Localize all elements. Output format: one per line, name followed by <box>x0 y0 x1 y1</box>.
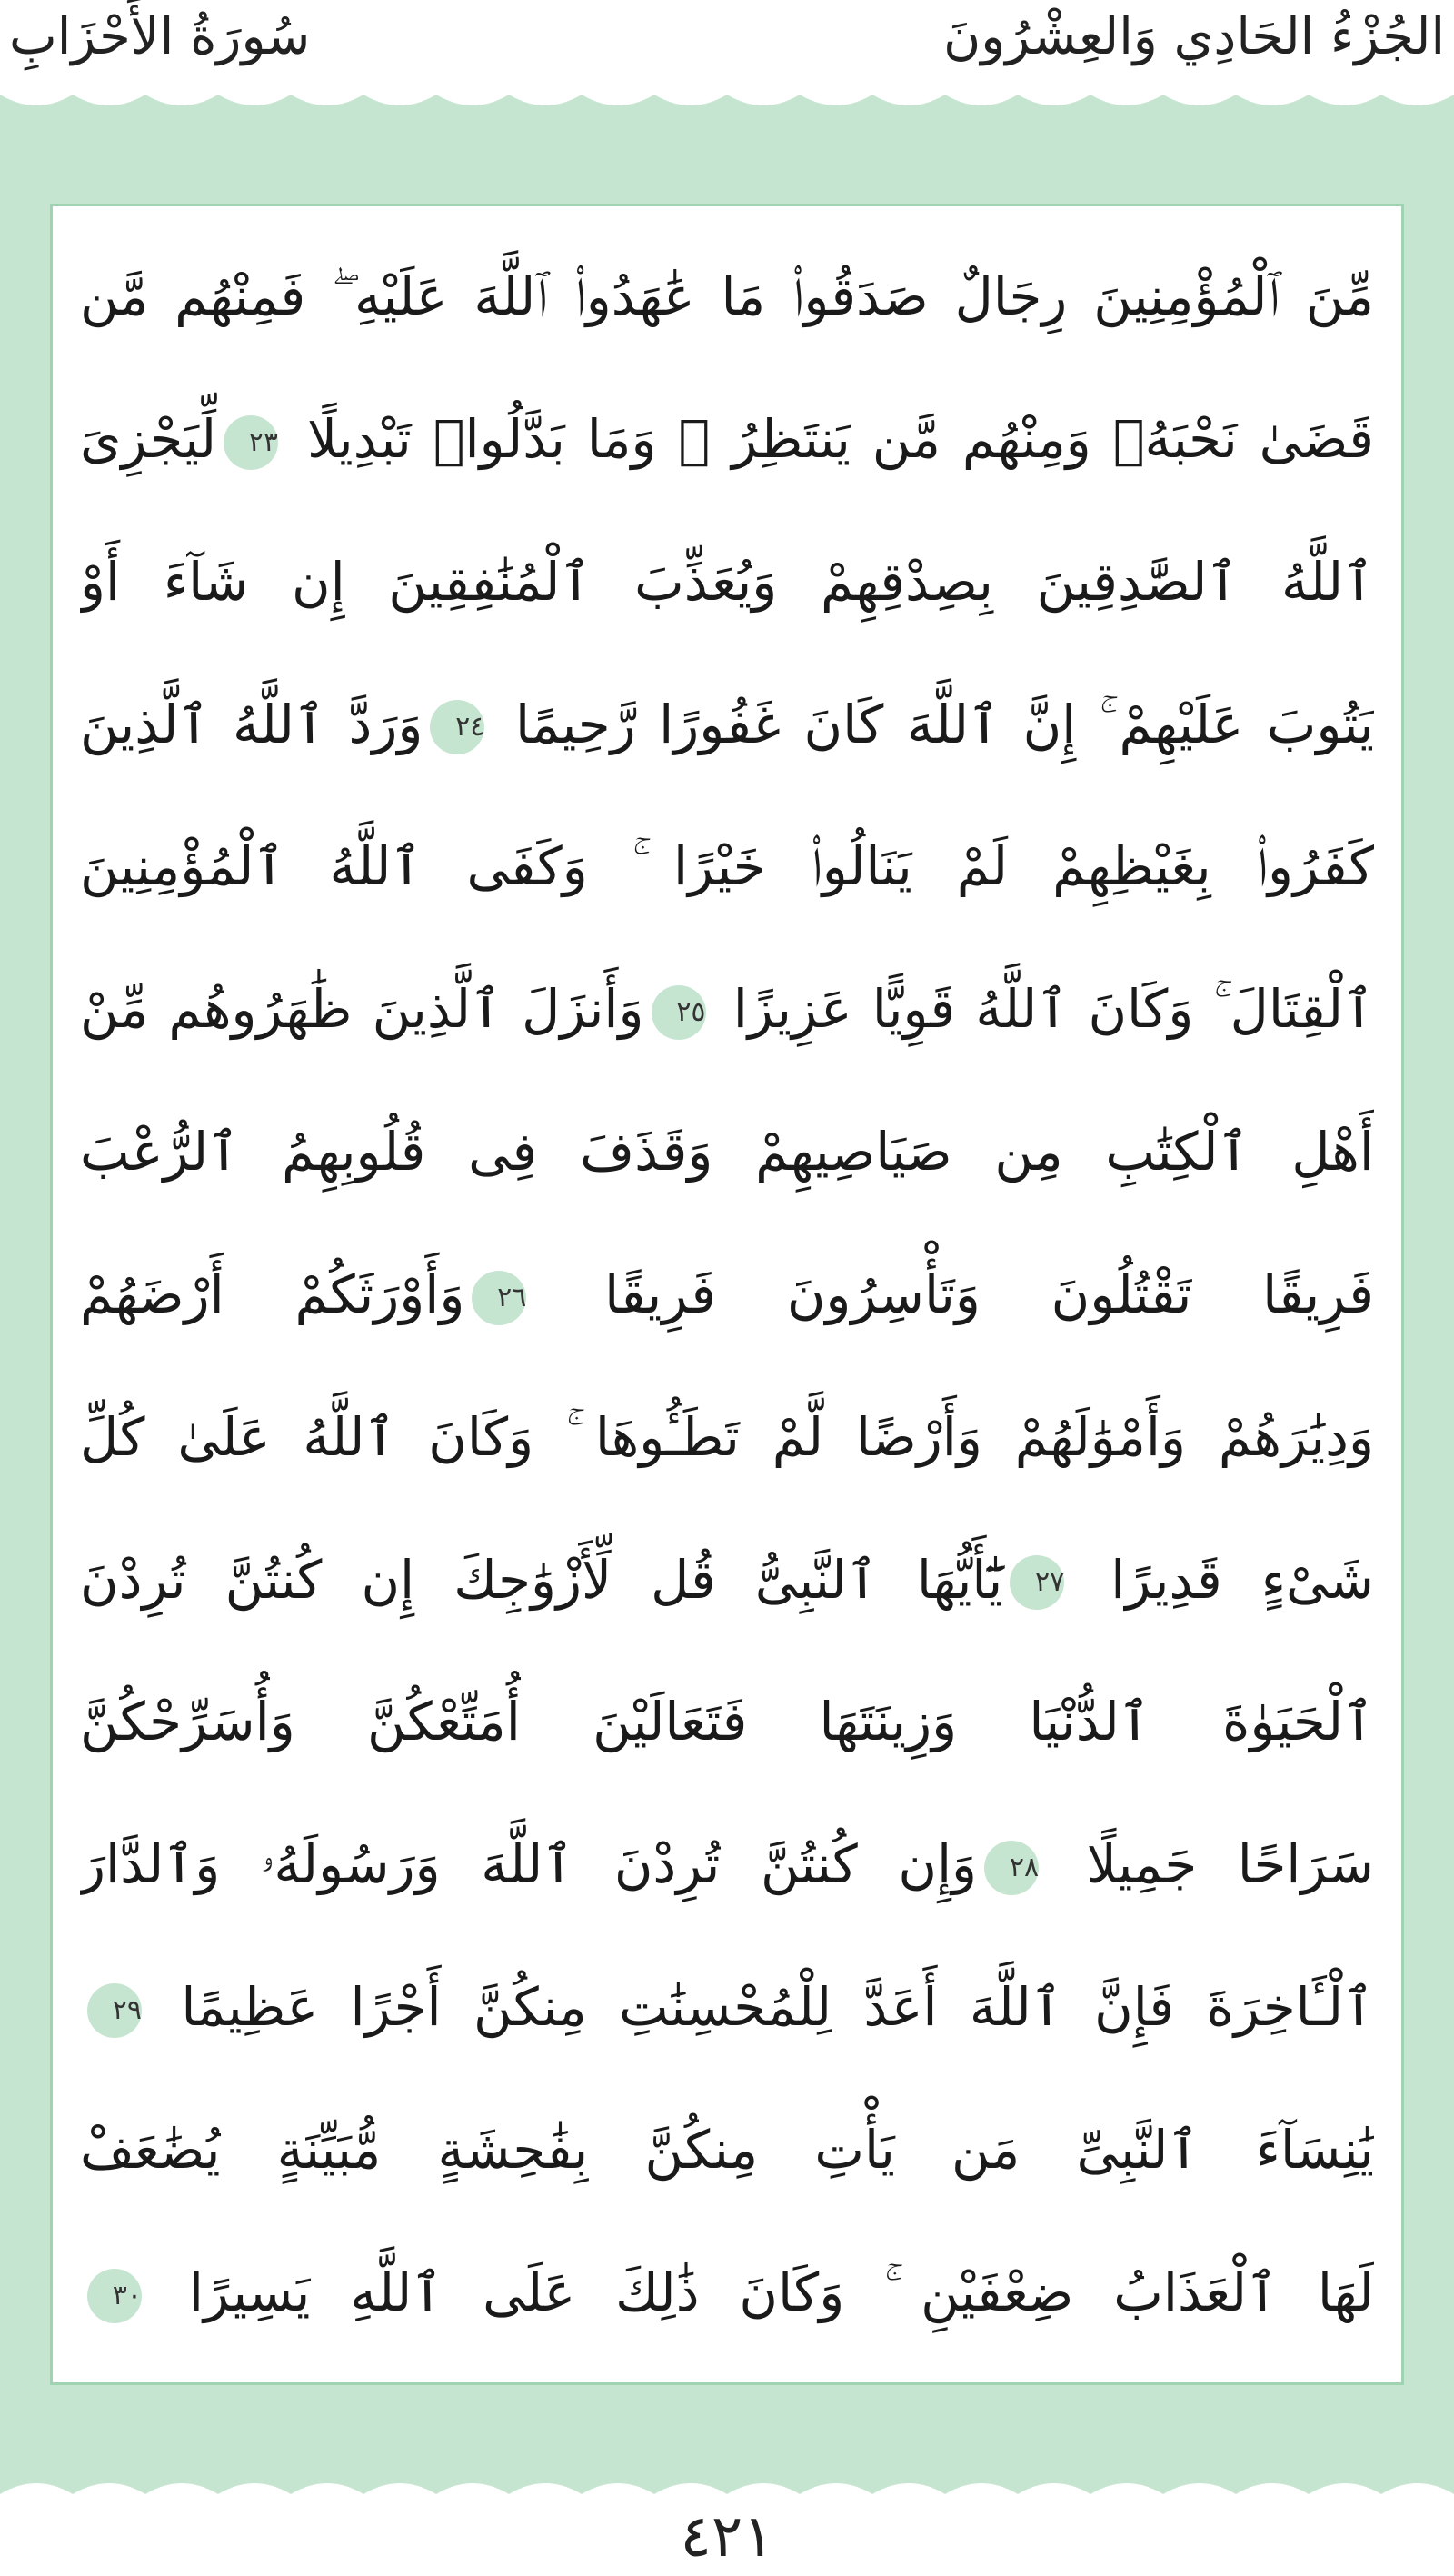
text-line <box>80 1515 1374 1644</box>
text-line <box>80 944 1374 1073</box>
verse-text: وَأَوْرَثَكُمْ أَرْضَهُمْ <box>80 1263 465 1325</box>
juz-title: الجُزْءُ الحَادِي وَالعِشْرُونَ <box>943 7 1445 66</box>
frame-top-scallop <box>0 95 1454 116</box>
surah-title: سُورَةُ الأَحْزَابِ <box>9 7 311 66</box>
text-line <box>80 1657 1374 1786</box>
ayah-number-marker: ٢٨ <box>984 1841 1039 1895</box>
verse-text: سَرَاحًا جَمِيلًا <box>1086 1833 1374 1896</box>
text-line <box>80 660 1374 789</box>
text-line <box>80 1800 1374 1929</box>
verse-text: ٱلْقِتَالَ ۚ وَكَانَ ٱللَّهُ قَوِيًّا عَزِيزًا <box>732 978 1374 1041</box>
ayah-number-marker: ٢٥ <box>652 985 706 1040</box>
verse-text: وَرَدَّ ٱللَّهُ ٱلَّذِينَ <box>80 693 423 755</box>
verse-text: ٱلْحَيَوٰةَ ٱلدُّنْيَا وَزِينَتَهَا فَتَعَالَيْنَ أُمَتِّعْكُنَّ وَأُسَرِّحْكُنَّ <box>80 1691 1374 1753</box>
page-number: ٤٢١ <box>680 2503 774 2571</box>
verse-text: يَٰنِسَآءَ ٱلنَّبِىِّ مَن يَأْتِ مِنكُنَّ بِفَٰحِشَةٍ مُّبَيِّنَةٍ يُضَٰعَفْ <box>80 2118 1374 2181</box>
verse-text: مِّنَ ٱلْمُؤْمِنِينَ رِجَالٌ صَدَقُوا۟ مَا عَٰهَدُوا۟ ٱللَّهَ عَلَيْهِ ۖ فَمِنْهُم مَّن <box>80 265 1374 327</box>
verse-text: أَهْلِ ٱلْكِتَٰبِ مِن صَيَاصِيهِمْ وَقَذَفَ فِى قُلُوبِهِمُ ٱلرُّعْبَ <box>80 1121 1374 1183</box>
text-line <box>80 1087 1374 1216</box>
page-footer <box>0 2494 1454 2576</box>
text-page <box>50 204 1404 2385</box>
text-lines <box>80 232 1374 2357</box>
ayah-number-marker: ٢٩ <box>87 1983 142 2038</box>
verse-text: يَتُوبَ عَلَيْهِمْ ۚ إِنَّ ٱللَّهَ كَانَ غَفُورًا رَّحِيمًا <box>515 693 1374 755</box>
text-line <box>80 2085 1374 2214</box>
verse-text: لِّيَجْزِىَ <box>80 407 217 470</box>
text-line <box>80 1230 1374 1359</box>
page-frame <box>0 95 1454 2494</box>
text-line <box>80 1373 1374 1502</box>
text-line <box>80 802 1374 931</box>
verse-text: قَضَىٰ نَحْبَهُۥ وَمِنْهُم مَّن يَنتَظِرُ ۖ وَمَا بَدَّلُوا۟ تَبْدِيلًا <box>306 407 1374 470</box>
verse-text: شَىْءٍ قَدِيرًا <box>1110 1548 1374 1611</box>
ayah-number-marker: ٢٦ <box>472 1271 526 1325</box>
verse-text: ٱلْـَٔاخِرَةَ فَإِنَّ ٱللَّهَ أَعَدَّ لِلْمُحْسِنَٰتِ مِنكُنَّ أَجْرًا عَظِيمًا <box>181 1976 1374 2039</box>
verse-text: وَدِيَٰرَهُمْ وَأَمْوَٰلَهُمْ وَأَرْضًا لَّمْ تَطَـُٔوهَا ۚ وَكَانَ ٱللَّهُ عَلَىٰ كُلِّ <box>80 1405 1374 1468</box>
text-line <box>80 374 1374 504</box>
verse-text: فَرِيقًا تَقْتُلُونَ وَتَأْسِرُونَ فَرِيقًا <box>604 1263 1374 1325</box>
verse-text: كَفَرُوا۟ بِغَيْظِهِمْ لَمْ يَنَالُوا۟ خَيْرًا ۚ وَكَفَى ٱللَّهُ ٱلْمُؤْمِنِينَ <box>80 835 1374 898</box>
verse-text: لَهَا ٱلْعَذَابُ ضِعْفَيْنِ ۚ وَكَانَ ذَٰلِكَ عَلَى ٱللَّهِ يَسِيرًا <box>188 2261 1374 2323</box>
text-line <box>80 517 1374 646</box>
ayah-number-marker: ٢٣ <box>224 415 278 470</box>
text-line <box>80 1942 1374 2072</box>
verse-text: ٱللَّهُ ٱلصَّٰدِقِينَ بِصِدْقِهِمْ وَيُعَذِّبَ ٱلْمُنَٰفِقِينَ إِن شَآءَ أَوْ <box>80 550 1374 613</box>
ayah-number-marker: ٢٤ <box>430 700 484 754</box>
verse-text: وَأَنزَلَ ٱلَّذِينَ ظَٰهَرُوهُم مِّنْ <box>80 978 644 1041</box>
verse-text: وَإِن كُنتُنَّ تُرِدْنَ ٱللَّهَ وَرَسُولَهُۥ وَٱلدَّارَ <box>80 1833 978 1896</box>
frame-bottom-scallop <box>0 2472 1454 2494</box>
verse-text: يَٰٓأَيُّهَا ٱلنَّبِىُّ قُل لِّأَزْوَٰجِكَ إِن كُنتُنَّ تُرِدْنَ <box>80 1548 1003 1611</box>
text-line <box>80 232 1374 361</box>
ayah-number-marker: ٢٧ <box>1010 1555 1064 1610</box>
page-header <box>0 0 1454 95</box>
ayah-number-marker: ٣٠ <box>87 2269 142 2323</box>
text-line <box>80 2228 1374 2357</box>
